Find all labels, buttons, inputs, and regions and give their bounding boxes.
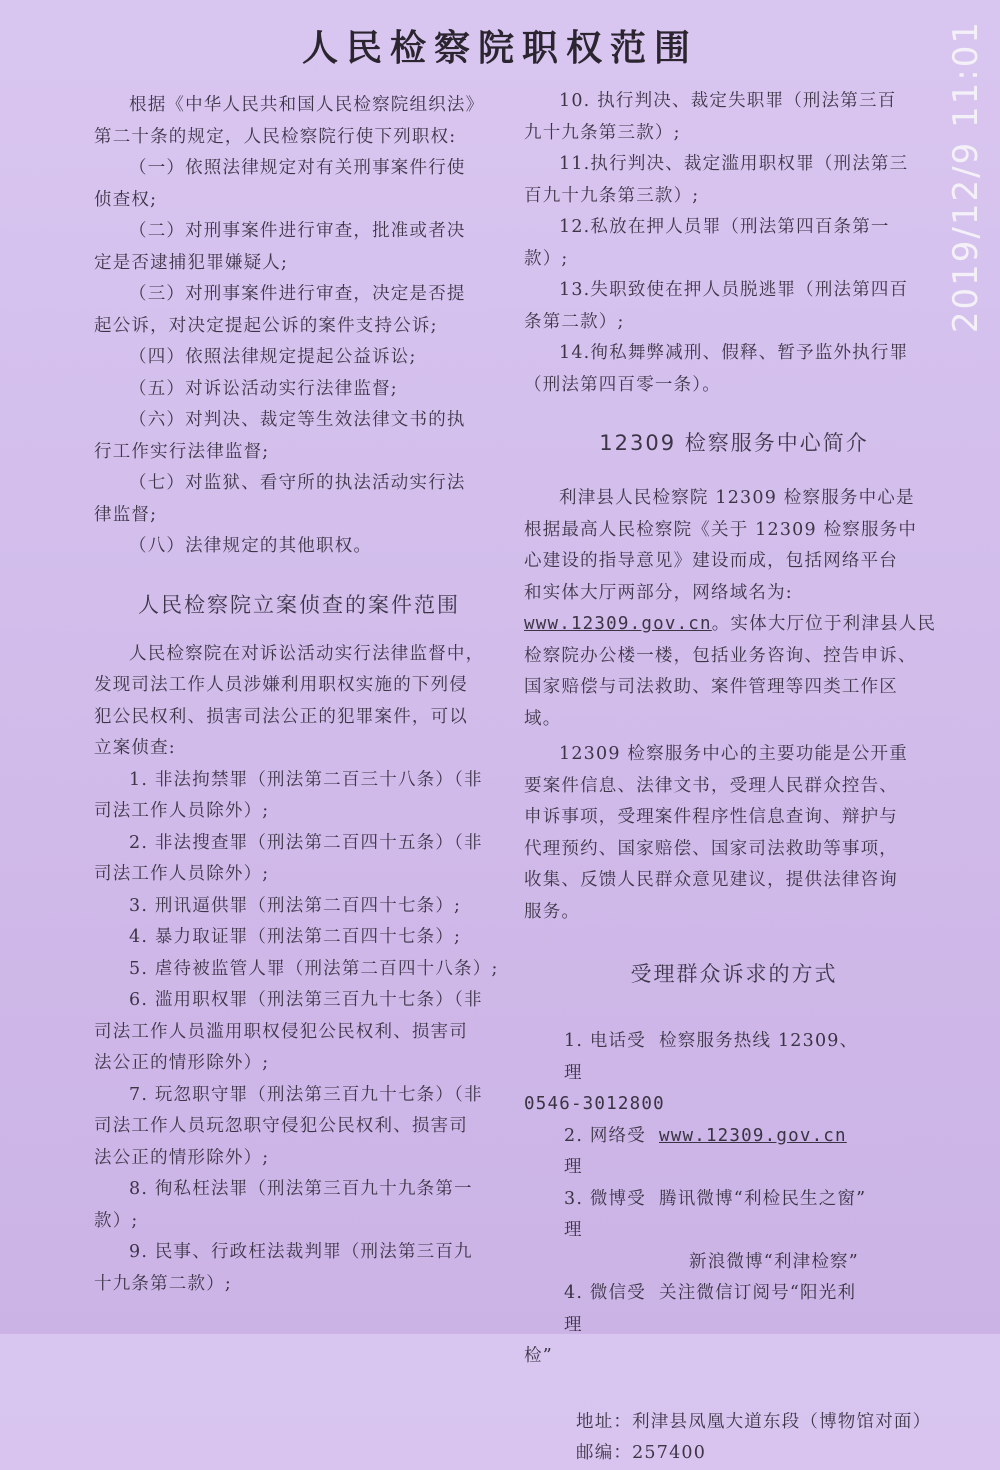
- case-line: 9. 民事、行政枉法裁判罪（刑法第三百九: [129, 1242, 473, 1262]
- cases-list: [94, 765, 504, 1301]
- method-value: 新浪微博“利津检察”: [689, 1251, 859, 1272]
- postcode-line: 邮编：257400: [576, 1443, 707, 1463]
- service-intro-text: 。实体大厅位于利津县人民: [711, 614, 937, 634]
- power-line: 起公诉，对决定提起公诉的案件支持公诉;: [94, 315, 438, 336]
- service-intro-line: 根据最高人民检察院《关于 12309 检察服务中: [524, 519, 918, 540]
- left-column: [94, 90, 504, 1300]
- phone-number: 0546-3012800: [524, 1094, 665, 1114]
- power-line: （四）依照法律规定提起公益诉讼;: [129, 347, 417, 367]
- cases-list-continued: [524, 86, 944, 401]
- service-function-line: 服务。: [524, 901, 581, 922]
- cases-intro-line: 发现司法工作人员涉嫌利用职权实施的下列侵: [94, 675, 468, 695]
- case-line: 条第二款）;: [524, 311, 625, 332]
- case-line: 11.执行判决、裁定滥用职权罪（刑法第三: [559, 154, 909, 174]
- case-line: 5. 虐待被监管人罪（刑法第二百四十八条）;: [129, 958, 499, 979]
- page-title: 人民检察院职权范围: [301, 27, 698, 69]
- section-heading-cases: 人民检察院立案侦查的案件范围: [138, 592, 460, 617]
- method-label: 2. 网络受理: [564, 1125, 646, 1177]
- power-line: （三）对刑事案件进行审查，决定是否提: [129, 284, 466, 304]
- photo-timestamp: 2019/12/9 11:01: [946, 20, 986, 334]
- method-wechat-2: [524, 1341, 944, 1373]
- method-label: 1. 电话受理: [564, 1031, 646, 1083]
- case-line: 司法工作人员滥用职权侵犯公民权利、损害司: [94, 1021, 468, 1042]
- case-line: 2. 非法搜查罪（刑法第二百四十五条）（非: [129, 832, 483, 853]
- service-intro-line: 心建设的指导意见》建设而成，包括网络平台: [524, 551, 898, 571]
- case-line: 款）;: [524, 248, 569, 269]
- cases-intro-line: 人民检察院在对诉讼活动实行法律监督中，: [129, 643, 485, 664]
- power-line: （七）对监狱、看守所的执法活动实行法: [129, 473, 466, 493]
- address-line: 地址：利津县凤凰大道东段（博物馆对面）: [576, 1411, 932, 1432]
- cases-intro-line: 立案侦查:: [94, 738, 176, 758]
- case-line: 1. 非法拘禁罪（刑法第二百三十八条）（非: [129, 769, 483, 790]
- service-intro-line: 域。: [524, 708, 562, 729]
- case-line: 司法工作人员除外）;: [94, 801, 270, 821]
- method-weibo: [524, 1184, 944, 1247]
- case-line: 6. 滥用职权罪（刑法第三百九十七条）（非: [129, 990, 483, 1010]
- service-intro-line: 利津县人民检察院 12309 检察服务中心是: [559, 488, 915, 508]
- powers-list: [94, 153, 504, 563]
- case-line: （刑法第四百零一条）。: [524, 374, 721, 395]
- case-line: 十九条第二款）;: [94, 1273, 232, 1294]
- power-line: （八）法律规定的其他职权。: [129, 536, 373, 556]
- method-web: [524, 1121, 944, 1184]
- method-value: 检察服务热线 12309、: [659, 1031, 859, 1051]
- service-intro-line: 和实体大厅两部分，网络域名为:: [524, 582, 793, 603]
- case-line: 4. 暴力取证罪（刑法第二百四十七条）;: [129, 927, 462, 947]
- case-line: 司法工作人员除外）;: [94, 864, 270, 884]
- service-intro-line: [524, 609, 944, 641]
- power-line: 侦查权;: [94, 189, 158, 210]
- intro-line: 第二十条的规定，人民检察院行使下列职权:: [94, 126, 457, 147]
- power-line: （二）对刑事案件进行审查，批准或者决: [129, 221, 466, 241]
- power-line: （六）对判决、裁定等生效法律文书的执: [129, 410, 466, 430]
- intro-line: 根据《中华人民共和国人民检察院组织法》: [129, 95, 485, 115]
- service-intro-line: 国家赔偿与司法救助、案件管理等四类工作区: [524, 677, 898, 697]
- case-line: 九十九条第三款）;: [524, 122, 681, 143]
- right-column: [524, 86, 944, 1470]
- service-function-line: 12309 检察服务中心的主要功能是公开重: [559, 744, 908, 764]
- method-label: 3. 微博受理: [564, 1188, 646, 1240]
- power-line: （一）依照法律规定对有关刑事案件行使: [129, 158, 466, 178]
- methods-list: [524, 1026, 944, 1373]
- method-value: 腾讯微博“利检民生之窗”: [659, 1188, 867, 1209]
- power-line: 行工作实行法律监督;: [94, 441, 270, 462]
- power-line: 律监督;: [94, 504, 158, 525]
- website-link[interactable]: www.12309.gov.cn: [524, 614, 712, 634]
- case-line: 14.徇私舞弊减刑、假释、暂予监外执行罪: [559, 343, 909, 363]
- service-function-line: 申诉事项，受理案件程序性信息查询、辩护与: [524, 807, 898, 827]
- case-line: 10. 执行判决、裁定失职罪（刑法第三百: [559, 91, 897, 111]
- case-line: 7. 玩忽职守罪（刑法第三百九十七条）（非: [129, 1084, 483, 1105]
- case-line: 百九十九条第三款）;: [524, 185, 700, 206]
- service-function-line: 要案件信息、法律文书，受理人民群众控告、: [524, 775, 898, 796]
- power-line: 定是否逮捕犯罪嫌疑人;: [94, 252, 289, 273]
- case-line: 款）;: [94, 1210, 139, 1231]
- service-intro-line: 检察院办公楼一楼，包括业务咨询、控告申诉、: [524, 645, 917, 666]
- section-heading-service-center: 12309 检察服务中心简介: [599, 431, 869, 455]
- method-value: 关注微信订阅号“阳光利: [659, 1283, 857, 1303]
- case-line: 13.失职致使在押人员脱逃罪（刑法第四百: [559, 280, 909, 300]
- section-heading-methods: 受理群众诉求的方式: [630, 962, 838, 986]
- method-wechat: [524, 1278, 944, 1341]
- service-function-line: 代理预约、国家赔偿、国家司法救助等事项，: [524, 838, 898, 859]
- method-phone: [524, 1026, 944, 1089]
- service-function-line: 收集、反馈人民群众意见建议，提供法律咨询: [524, 870, 898, 890]
- case-line: 法公正的情形除外）;: [94, 1147, 270, 1168]
- cases-intro-line: 犯公民权利、损害司法公正的犯罪案件，可以: [94, 706, 468, 727]
- method-label: 4. 微信受理: [564, 1283, 646, 1335]
- case-line: 12.私放在押人员罪（刑法第四百条第一: [559, 217, 890, 237]
- website-link[interactable]: www.12309.gov.cn: [659, 1125, 847, 1146]
- power-line: （五）对诉讼活动实行法律监督;: [129, 378, 398, 399]
- case-line: 法公正的情形除外）;: [94, 1053, 270, 1073]
- case-line: 8. 徇私枉法罪（刑法第三百九十九条第一: [129, 1179, 473, 1199]
- method-value: 检”: [524, 1346, 553, 1366]
- method-phone-number: [524, 1089, 944, 1121]
- method-weibo-2: [524, 1247, 944, 1279]
- case-line: 司法工作人员玩忽职守侵犯公民权利、损害司: [94, 1116, 468, 1136]
- case-line: 3. 刑讯逼供罪（刑法第二百四十七条）;: [129, 895, 462, 916]
